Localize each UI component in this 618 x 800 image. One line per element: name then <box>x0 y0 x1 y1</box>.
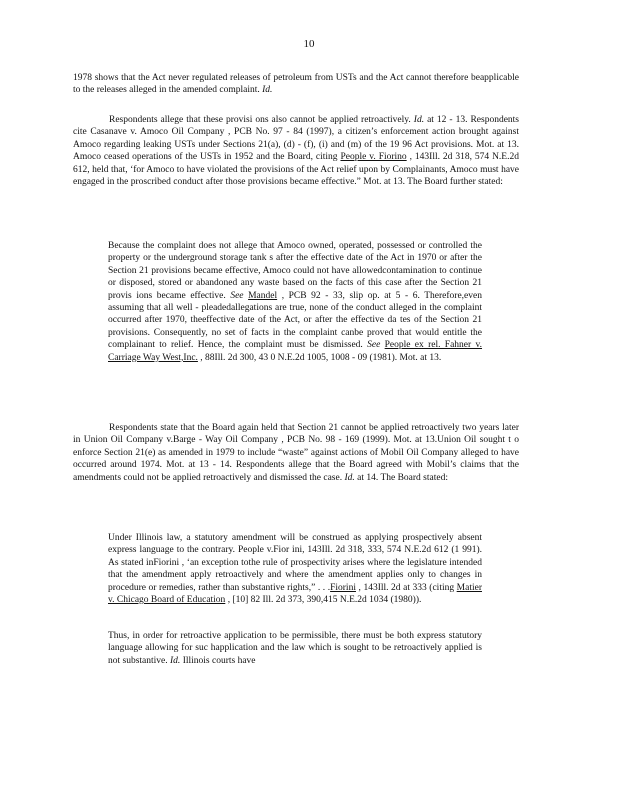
text-run: Respondents allege that these provisi ons also cannot be applied retroactively. <box>109 115 414 125</box>
citation-signal: Id. <box>413 115 425 125</box>
text-run: Respondents state that the Board again held that Section 21 cannot be applied retroactively two years later in Union Oil Company v.Barge - Way Oil Company , PCB No. 98 - 169 (1999). Mot. at 13.Union Oil sought t o enforce Section 21(e) as amended in 1979 to include “waste” against actions of Mobil Oil Company alleged to have occurred around 1974. Mot. at 13 - 14. Respondents allege that the Board agreed with Mobil’s claims that the amendments could not be applied retroactively and dismissed the case. <box>73 423 519 483</box>
case-name: Matier v. Chicago Board of Education <box>108 582 482 606</box>
case-name: Fiorini <box>330 582 356 593</box>
case-name: People ex rel. Fahner v. Carriage Way West,Inc. <box>108 340 483 363</box>
page-number: 10 <box>303 38 315 50</box>
case-name: People v. Fiorino <box>340 152 407 163</box>
text-run: at 14. The Board stated: <box>354 472 448 483</box>
text-run: , [10] 82 Ill. 2d 373, 390,415 N.E.2d 1034 (1980)). <box>225 595 422 606</box>
text-run: , 143Ill. 2d at 333 (citing <box>355 582 457 593</box>
text-run: Illinois courts have <box>180 655 256 666</box>
block-quote-retroactive-application <box>108 630 482 667</box>
text-run: at 12 - 13. Respondents cite Casanave v. Amoco Oil Company , PCB No. 97 - 84 (1997), a citizen’s enforcement action brought against Amoco regarding leaking USTs under Sections 21(a), (d) - (f), (i) and (m) of the 19 96 Act provisions. Mot. at 13. Amoco ceased operations of the USTs in 1952 and the Board, citing <box>73 115 519 163</box>
citation-signal: See <box>230 290 244 301</box>
paragraph-continuation <box>73 72 519 97</box>
text-run: Because the complaint does not allege that Amoco owned, operated, possessed or controlled the property or the underground storage tank s after the effective date of the Act in 1970 or after the Section 21 provisions became effective, Amoco could not have allowedcontamination to continue or disposed, stored or abandoned any waste based on the facts of this case after the Section 21 provis ions became effective. <box>108 241 482 301</box>
citation-signal: See <box>367 340 381 351</box>
text-run: , 88Ill. 2d 300, 43 0 N.E.2d 1005, 1008 - 09 (1981). Mot. at 13. <box>197 352 442 363</box>
paragraph-union-oil <box>73 422 519 484</box>
text-run: , 143Ill. 2d 318, 574 N.E.2d 612, held that, ‘for Amoco to have violated the provisions of the Act relief upon by Complainants, Amoco must have engaged in the proscribed conduct after those provisions became effective.” Mot. at 13. The Board further stated: <box>73 152 519 188</box>
case-name: Mandel <box>248 290 278 301</box>
text-run: Under Illinois law, a statutory amendment will be construed as applying prospectively absent express language to the contrary. People v.Fior ini, 143Ill. 2d 318, 333, 574 N.E.2d 612 (1 991). As stated inFiorini , ‘an exception tothe rule of prospectivity arises where the legislature intended that the amendment apply retroactively and where the amendment applies only to changes in procedure or remedies, rather than substantive rights,” . . . <box>108 533 482 593</box>
paragraph-respondents-retroactivity <box>73 114 519 188</box>
text-run: , PCB 92 - 33, slip op. at 5 - 6. Therefore,even assuming that all well - pleadedallegations are true, none of the conduct alleged in the complaint occurred after 1970, theeffective date of the Act, or after the effective da tes of the Section 21 provisions. Consequently, no set of facts in the complaint canbe proved that would entitle the complainant to relief. Hence, the complaint must be dismissed. <box>108 290 482 351</box>
text-run: Thus, in order for retroactive application to be permissible, there must be both express statutory language allowing for suc happlication and the law which is sought to be retroactively applied is not substantive. <box>108 631 482 666</box>
paragraph-text <box>108 240 482 364</box>
block-quote-mandel <box>108 240 482 364</box>
paragraph-text <box>73 114 519 188</box>
citation-signal: Id. <box>262 85 273 96</box>
citation-signal: Id. <box>170 655 181 666</box>
text-run: 1978 shows that the Act never regulated releases of petroleum from USTs and the Act cannot therefore beapplicable to the releases alleged in the amended complaint. <box>73 73 519 96</box>
paragraph-text <box>108 532 482 606</box>
paragraph-text <box>73 72 519 97</box>
paragraph-text <box>108 630 482 667</box>
paragraph-text <box>73 422 519 484</box>
citation-signal: Id. <box>344 472 355 483</box>
block-quote-fiorini <box>108 532 482 606</box>
